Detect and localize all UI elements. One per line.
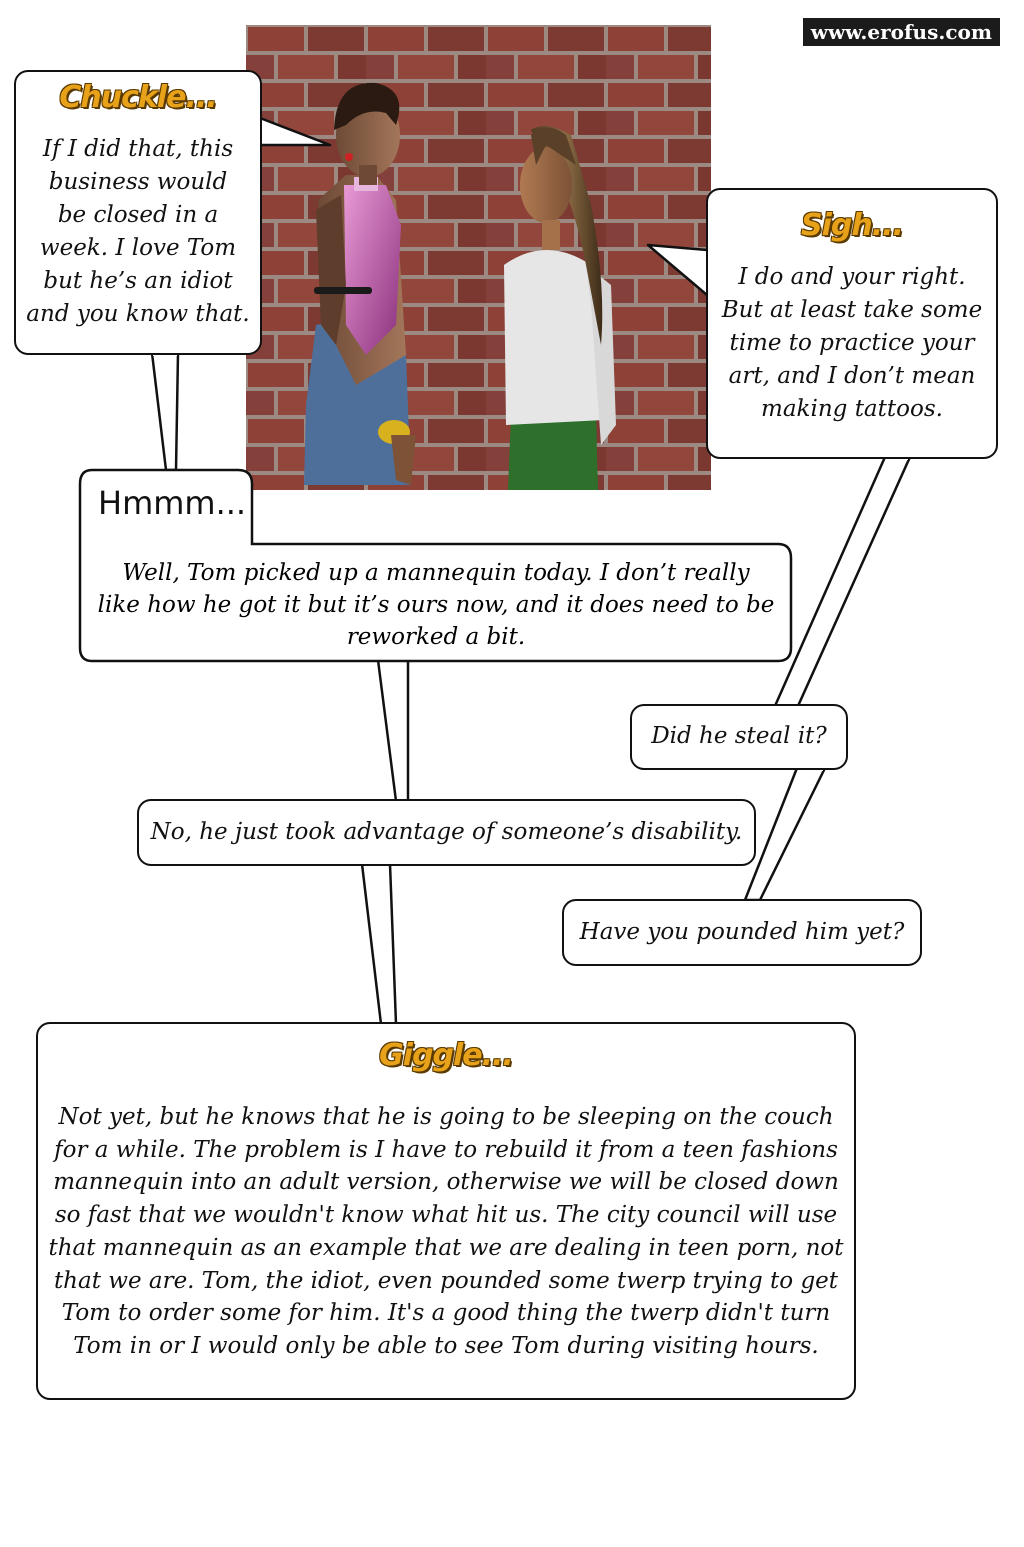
giggle-text: Not yet, but he knows that he is going to be sleeping on the couch for a while. The problem is I have to rebuild it from a teen fashions mannequin into an adult version, otherwise we will be closed down so fast that we wouldn't know what hit us. The city council will use that mannequin as an example that we are dealing in teen porn, not that we are. Tom, the idiot, even pounded some twerp trying to get Tom to order some for him. It's a good thing the twerp didn't turn Tom in or I would only be able to see Tom during visiting hours. <box>48 1104 844 1359</box>
giggle-sfx: Giggle... <box>379 1038 513 1073</box>
sigh-text: I do and your right. But at least take some time to practice your art, and I don’t mean making tattoos. <box>721 264 983 422</box>
watermark: www.erofus.com <box>803 18 1000 46</box>
hmmm-connector <box>378 660 408 801</box>
sigh-bubble <box>706 188 998 459</box>
steal-bubble <box>630 704 848 770</box>
pounded-text: Have you pounded him yet? <box>579 919 905 945</box>
hmmm-heading: Hmmm... <box>98 484 247 522</box>
chuckle-connector <box>152 353 178 470</box>
brick-wall-scene <box>246 25 711 490</box>
disability-bubble <box>137 799 756 866</box>
steal-connector <box>745 768 825 900</box>
sigh-sfx: Sigh... <box>801 208 903 243</box>
pounded-bubble <box>562 899 922 966</box>
disability-text: No, he just took advantage of someone’s disability. <box>150 819 743 845</box>
disability-connector <box>362 864 396 1024</box>
giggle-bubble <box>36 1022 856 1400</box>
chuckle-bubble <box>14 70 262 355</box>
comic-panel-illustration <box>246 25 711 490</box>
chuckle-sfx: Chuckle... <box>59 80 217 115</box>
steal-text: Did he steal it? <box>651 723 827 749</box>
chuckle-text: If I did that, this business would be closed in a week. I love Tom but he’s an idiot and you know that. <box>26 136 250 327</box>
sigh-connector <box>775 457 910 706</box>
hmmm-text: Well, Tom picked up a mannequin today. I don’t really like how he got it but it’s ours now, and it does need to be reworked a bit. <box>97 560 775 650</box>
